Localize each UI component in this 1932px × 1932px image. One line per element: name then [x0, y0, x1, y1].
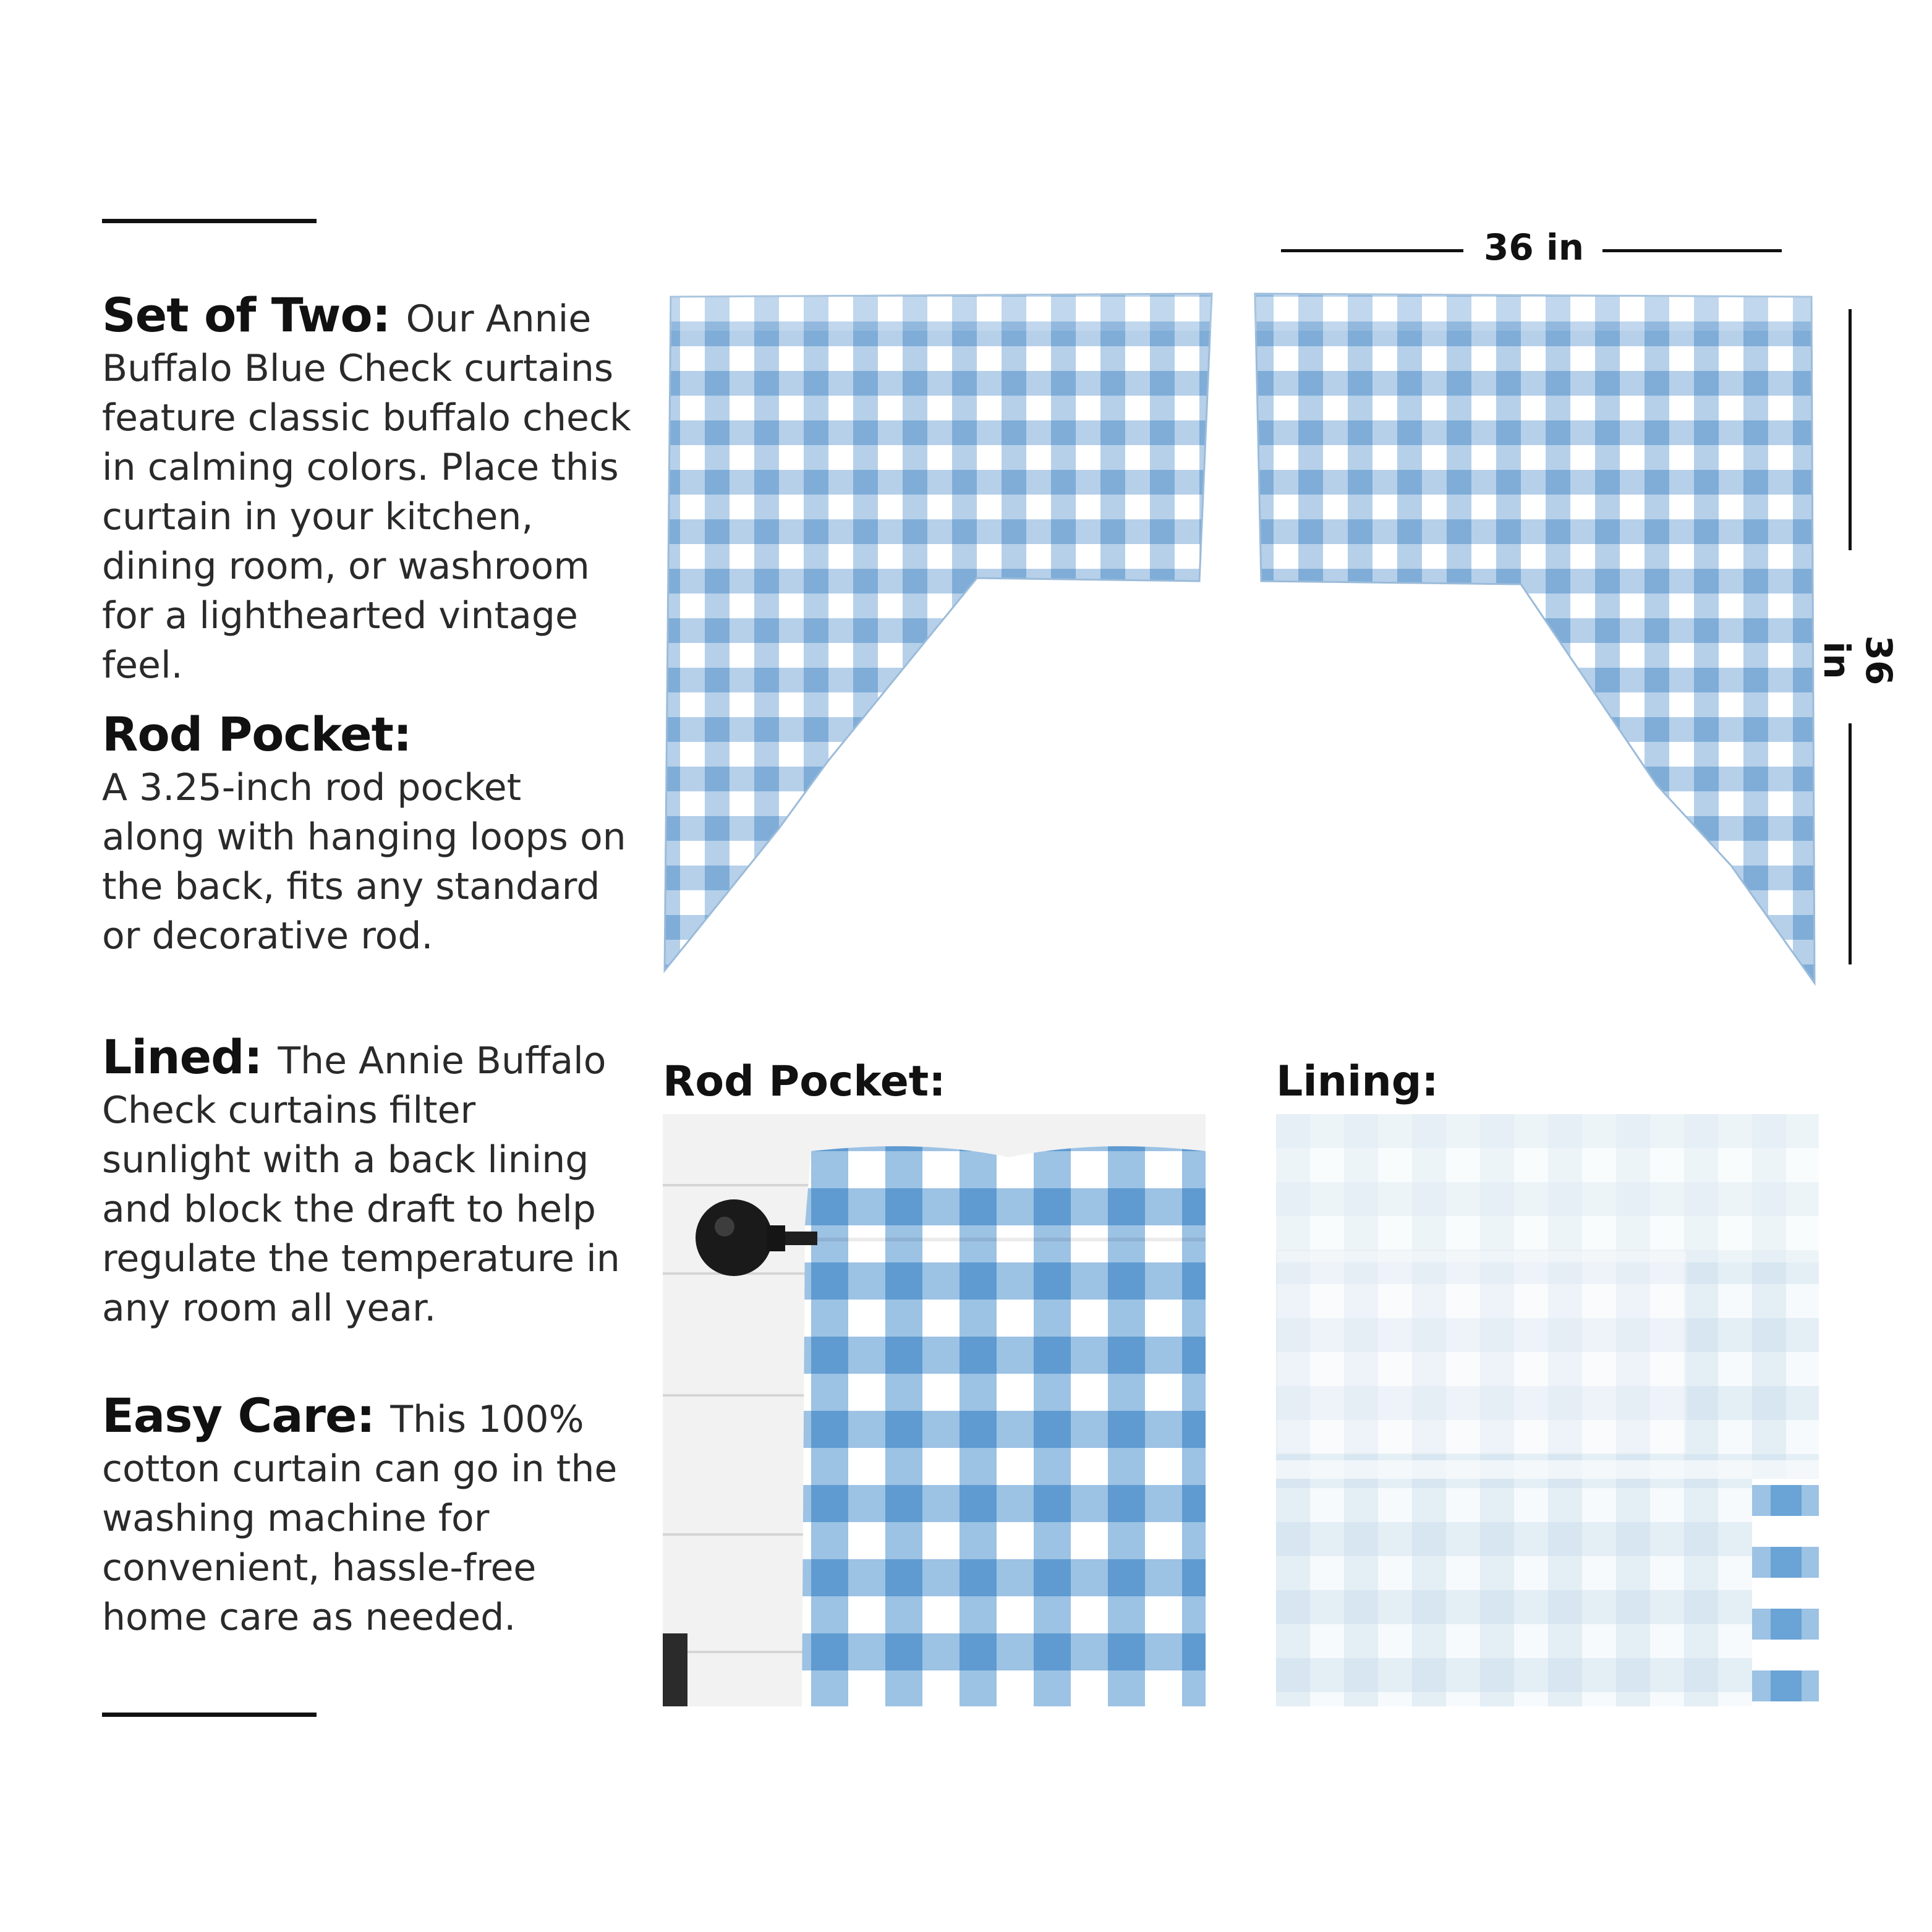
- feature-heading: Lined:: [102, 1029, 278, 1084]
- swag-curtains-image: [655, 272, 1830, 1002]
- rod-pocket-photo: [663, 1114, 1206, 1706]
- left-swag-panel: [665, 294, 1212, 971]
- feature-set-of-two: [102, 287, 634, 690]
- rod-pocket-caption: Rod Pocket:: [663, 1057, 946, 1106]
- feature-heading: Rod Pocket:: [102, 707, 412, 762]
- height-dimension-line-bottom: [1849, 723, 1852, 964]
- feature-text: The Annie Buffalo Check curtains filter sunlight with a back lining and block the draft to help regulate the temperature in any room all year.: [102, 1039, 620, 1330]
- width-dimension-line-left: [1281, 249, 1463, 252]
- right-swag-panel: [1255, 294, 1815, 983]
- height-dimension-line-top: [1849, 309, 1852, 550]
- bottom-divider: [102, 1713, 317, 1717]
- feature-text: This 100% cotton curtain can go in the washing machine for convenient, hassle-free home care as needed.: [102, 1398, 618, 1639]
- lining-photo: [1276, 1114, 1819, 1706]
- feature-text: A 3.25-inch rod pocket along with hanging loops on the back, fits any standard or decorative rod.: [102, 766, 626, 958]
- feature-text: Our Annie Buffalo Blue Check curtains feature classic buffalo check in calming colors. Place this curtain in your kitchen, dining room, or washroom for a lighthearted vintage feel.: [102, 297, 631, 687]
- width-dimension-line-right: [1602, 249, 1782, 252]
- feature-lined: [102, 1029, 634, 1333]
- top-divider: [102, 219, 317, 223]
- feature-easy-care: [102, 1388, 634, 1642]
- height-dimension-label: 36 in: [1816, 635, 1900, 686]
- feature-heading: Set of Two:: [102, 287, 406, 343]
- feature-heading: Easy Care:: [102, 1388, 391, 1443]
- feature-rod-pocket: [102, 706, 634, 961]
- lining-caption: Lining:: [1276, 1057, 1439, 1106]
- width-dimension-label: 36 in: [1484, 226, 1585, 268]
